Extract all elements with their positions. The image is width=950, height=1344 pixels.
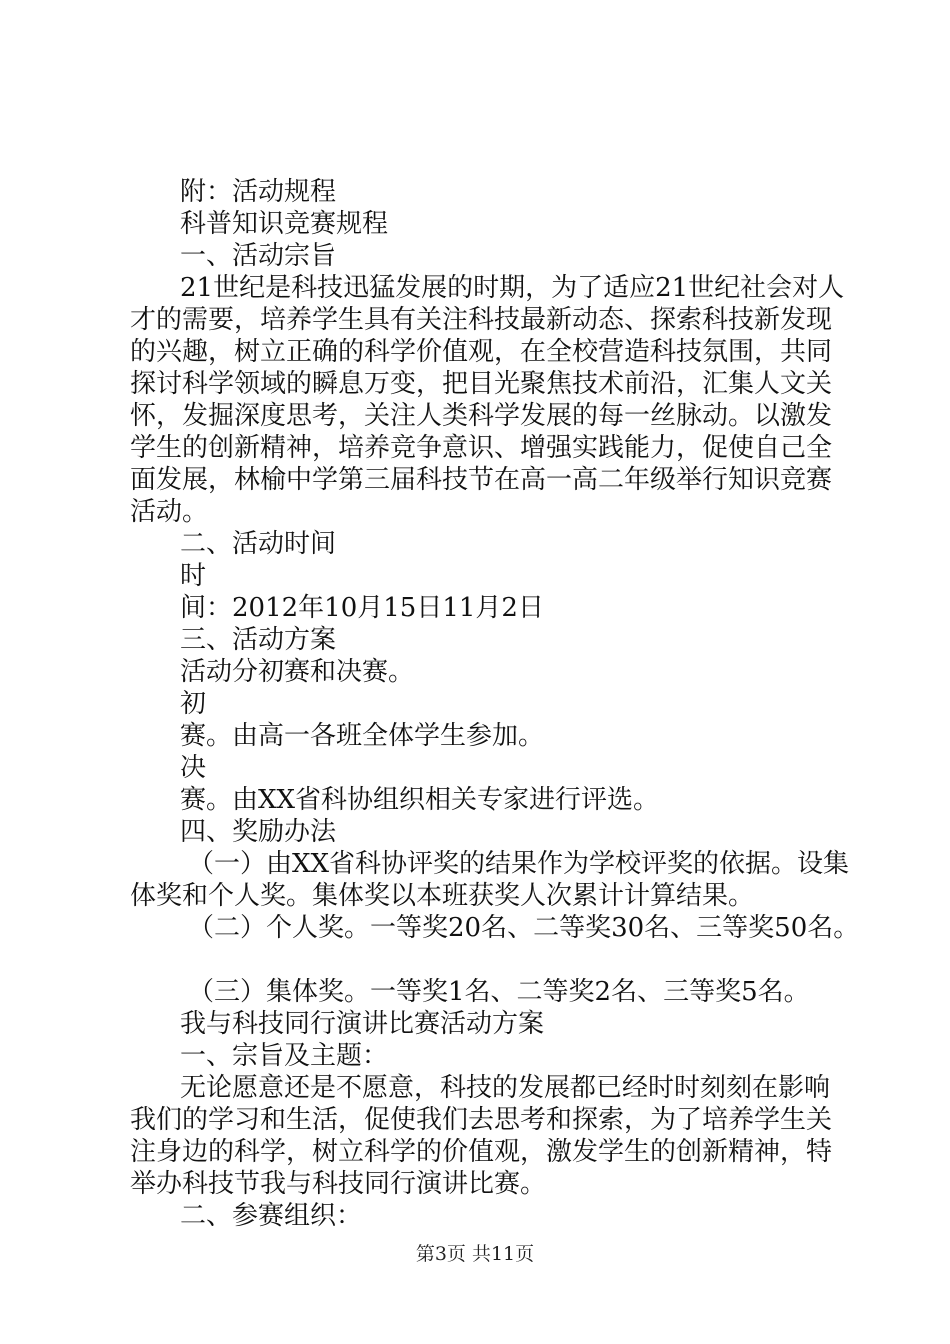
- section-heading: 四、奖励办法: [180, 817, 337, 847]
- paragraph-line: 探讨科学领域的瞬息万变，把目光聚焦技术前沿，汇集人文关: [130, 369, 833, 399]
- paragraph-line: （二）个人奖。一等奖20名、二等奖30名、三等奖50名。: [188, 913, 860, 943]
- paragraph-line: 初: [180, 689, 207, 719]
- page-number-footer: 第3页 共11页: [415, 1243, 535, 1265]
- appendix-heading: 附：活动规程: [180, 177, 337, 207]
- paragraph-line: 面发展，林榆中学第三届科技节在高一高二年级举行知识竞赛: [130, 465, 833, 495]
- paragraph-line: 我们的学习和生活，促使我们去思考和探索，为了培养学生关: [130, 1105, 833, 1135]
- rules-title: 科普知识竞赛规程: [180, 209, 389, 239]
- paragraph-line: 间：2012年10月15日11月2日: [180, 593, 544, 623]
- paragraph-line: 体奖和个人奖。集体奖以本班获奖人次累计计算结果。: [130, 881, 755, 911]
- plan-title: 我与科技同行演讲比赛活动方案: [180, 1009, 545, 1039]
- section-heading: 二、活动时间: [180, 529, 337, 559]
- paragraph-line: 时: [180, 561, 207, 591]
- paragraph-line: 举办科技节我与科技同行演讲比赛。: [130, 1169, 547, 1199]
- paragraph-line: 决: [180, 753, 207, 783]
- paragraph-line: 注身边的科学，树立科学的价值观，激发学生的创新精神，特: [130, 1137, 833, 1167]
- paragraph-line: 学生的创新精神，培养竞争意识、增强实践能力，促使自己全: [130, 433, 833, 463]
- paragraph-line: 无论愿意还是不愿意，科技的发展都已经时时刻刻在影响: [180, 1073, 831, 1103]
- section-heading: 一、宗旨及主题：: [180, 1041, 389, 1071]
- paragraph-line: 才的需要，培养学生具有关注科技最新动态、探索科技新发现: [130, 305, 833, 335]
- paragraph-line: 的兴趣，树立正确的科学价值观，在全校营造科技氛围，共同: [130, 337, 833, 367]
- paragraph-line: 活动分初赛和决赛。: [180, 657, 415, 687]
- section-heading: 一、活动宗旨: [180, 241, 337, 271]
- paragraph-line: （三）集体奖。一等奖1名、二等奖2名、三等奖5名。: [188, 977, 810, 1007]
- section-heading: 三、活动方案: [180, 625, 337, 655]
- paragraph-line: 赛。由XX省科协组织相关专家进行评选。: [180, 785, 660, 815]
- paragraph-line: （一）由XX省科协评奖的结果作为学校评奖的依据。设集: [188, 849, 850, 879]
- paragraph-line: 赛。由高一各班全体学生参加。: [180, 721, 545, 751]
- paragraph-line: 怀，发掘深度思考，关注人类科学发展的每一丝脉动。以激发: [130, 401, 833, 431]
- paragraph-line: 活动。: [130, 497, 209, 527]
- section-heading: 二、参赛组织：: [180, 1201, 363, 1231]
- paragraph-line: 21世纪是科技迅猛发展的时期，为了适应21世纪社会对人: [180, 273, 845, 303]
